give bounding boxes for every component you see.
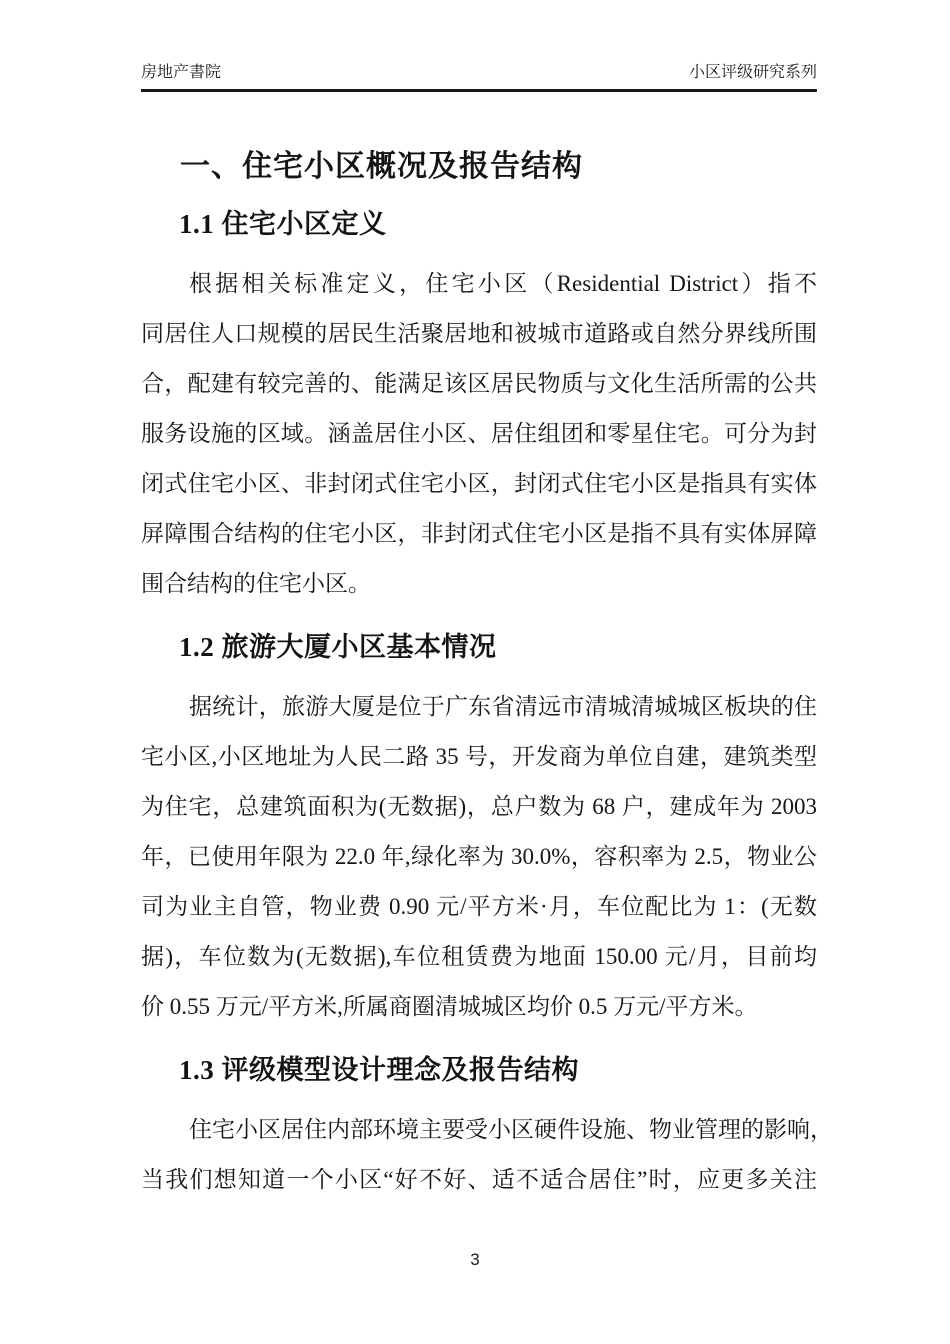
paragraph-line: 司为业主自管，物业费 0.90 元/平方米·月，车位配比为 1：(无数 — [141, 894, 817, 919]
section-title-1-3: 1.3 评级模型设计理念及报告结构 — [179, 1055, 579, 1085]
section-title-1-1: 1.1 住宅小区定义 — [179, 209, 387, 239]
paragraph-line: 当我们想知道一个小区“好不好、适不适合居住”时，应更多关注 — [141, 1167, 817, 1192]
paragraph-section-1-3 — [141, 1105, 833, 1205]
paragraph-line: 据统计，旅游大厦是位于广东省清远市清城清城城区板块的住 — [189, 694, 817, 719]
paragraph-section-1-1 — [141, 259, 817, 609]
page-header — [141, 62, 817, 92]
paragraph-line: 服务设施的区域。涵盖居住小区、居住组团和零星住宅。可分为封 — [141, 421, 817, 446]
paragraph-line: 价 0.55 万元/平方米,所属商圈清城城区均价 0.5 万元/平方米。 — [141, 994, 758, 1019]
page-number: 3 — [470, 1250, 480, 1269]
chapter-title: 一、住宅小区概况及报告结构 — [180, 150, 583, 183]
paragraph-section-1-2 — [141, 682, 817, 1032]
header-right-text: 小区评级研究系列 — [688, 64, 817, 81]
paragraph-line: 围合结构的住宅小区。 — [141, 571, 371, 596]
paragraph-line: 闭式住宅小区、非封闭式住宅小区，封闭式住宅小区是指具有实体 — [141, 471, 817, 496]
paragraph-line: 屏障围合结构的住宅小区，非封闭式住宅小区是指不具有实体屏障 — [141, 521, 817, 546]
section-title-1-2: 1.2 旅游大厦小区基本情况 — [179, 632, 497, 662]
paragraph-line: 宅小区,小区地址为人民二路 35 号，开发商为单位自建，建筑类型 — [141, 744, 817, 769]
paragraph-line: 为住宅，总建筑面积为(无数据)，总户数为 68 户，建成年为 2003 — [141, 794, 817, 819]
paragraph-line: 同居住人口规模的居民生活聚居地和被城市道路或自然分界线所围 — [141, 321, 817, 346]
paragraph-line: 住宅小区居住内部环境主要受小区硬件设施、物业管理的影响， — [189, 1117, 833, 1142]
paragraph-line: 根据相关标准定义，住宅小区（Residential District）指不 — [189, 271, 817, 296]
paragraph-line: 年，已使用年限为 22.0 年,绿化率为 30.0%，容积率为 2.5，物业公 — [141, 844, 817, 869]
paragraph-line: 合，配建有较完善的、能满足该区居民物质与文化生活所需的公共 — [141, 371, 817, 396]
header-left-text: 房地产書院 — [141, 64, 222, 81]
paragraph-line: 据)，车位数为(无数据),车位租赁费为地面 150.00 元/月，目前均 — [141, 944, 817, 969]
